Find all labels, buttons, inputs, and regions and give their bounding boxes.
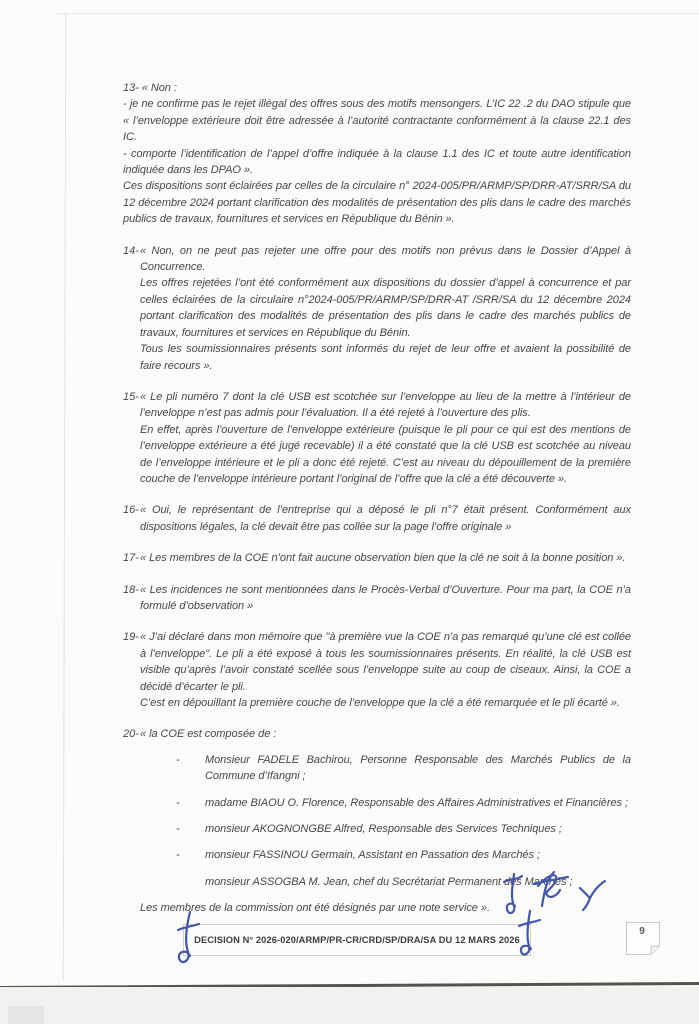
paraph-left-icon (174, 908, 202, 976)
list-item-text: madame BIAOU O. Florence, Responsable des Affaires Administratives et Financières ; (205, 796, 628, 809)
paragraph-text: « la COE est composée de : (140, 728, 277, 741)
paragraph-text: « Les membres de la COE n’ont fait aucune observation bien que la clé ne soit à la bonne position ». (140, 552, 626, 565)
scan-background-strip (0, 987, 699, 1024)
paragraph-number: 16- (123, 504, 139, 517)
list-item-text: Monsieur FADELE Bachirou, Personne Responsable des Marchés Publics de la Commune d’Ifangni ; (205, 753, 631, 783)
paragraph-text: - je ne confirme pas le rejet illégal des offres sous des motifs mensongers. L’IC 22 .2 du DAO stipule que « l’enveloppe extérieure doit être adressée à l’autorité contractante conformément à la clause 22.1 des IC. (123, 98, 631, 144)
paragraph-15 (123, 389, 631, 487)
page-number-badge (625, 921, 663, 959)
paragraph-14 (123, 243, 631, 374)
paragraph-19 (123, 629, 631, 711)
list-item (176, 821, 631, 837)
paragraph-number: 18- (123, 583, 139, 596)
paragraph-text: Ces dispositions sont éclairées par celles de la circulaire n° 2024-005/PR/ARMP/SP/DRR-AT/SRR/SA du 12 décembre 2024 portant clarification des modalités de présentation des plis dans le cadre des marchés publics de travaux, fournitures et services en République du Bénin ». (123, 180, 631, 226)
paragraph-number: 14- (123, 244, 139, 257)
list-item (176, 847, 631, 863)
paragraph-text: Tous les soumissionnaires présents sont informés du rejet de leur offre et avaient la possibilité de faire recours ». (140, 343, 631, 372)
paragraph-text: En effet, après l’ouverture de l’enveloppe extérieure (puisque le pli pour ce qui est des mentions de l’enveloppe extérieure a été jugé recevable) il a été constaté que la clé USB est scotchée au niveau de l’enveloppe intérieure et le pli a donc été rejeté. C’est au niveau du dépouillement de la première couche de l’enveloppe intérieure portant l’original de l’offre que la clé a été découverte ». (140, 423, 631, 485)
paragraph-line (123, 80, 631, 96)
paragraph-number: 13- (123, 82, 139, 94)
list-item-text: monsieur ASSOGBA M. Jean, chef du Secrétariat Permanent des Marchés ; (205, 875, 573, 888)
paraph-right (516, 908, 544, 968)
paraph-right-icon (516, 908, 544, 968)
scan-edge-top (58, 13, 699, 14)
list-dash: - (176, 849, 180, 862)
footer-decision-box (183, 924, 531, 956)
list-item-text: monsieur FASSINOU Germain, Assistant en Passation des Marchés ; (205, 849, 540, 862)
paragraph-text: Les membres de la commission ont été désignés par une note service ». (140, 902, 490, 915)
footer-decision-text: DECISION N° 2026-020/ARMP/PR-CR/CRD/SP/DRA/SA DU 12 MARS 2026 (194, 935, 520, 945)
paragraph-number: 19- (123, 631, 139, 644)
list-dash: - (176, 823, 180, 836)
paraph-left (174, 908, 202, 976)
paragraph-16 (123, 502, 631, 535)
list-dash: - (176, 753, 180, 766)
paragraph-text: « Non, on ne peut pas rejeter une offre pour des motifs non prévus dans le Dossier d’Appel à Concurrence. (140, 244, 631, 274)
paragraph-text: Les offres rejetées l’ont été conformément aux dispositions du dossier d’appel à concurrence et par celles éclairées de la circulaire n°2024-005/PR/ARMP/SP/DRR-AT /SRR/SA du 12 décembre 2024 portant clarification des modalités de présentation des plis dans le cadre des marchés publics de travaux, fournitures et services en République du Bénin. (140, 277, 631, 339)
paragraph-text: « Oui, le représentant de l’entreprise qui a déposé le pli n°7 était présent. Conformément aux dispositions légales, la clé devait être pas collée sur la page l’offre originale » (140, 504, 631, 533)
list-item (176, 795, 631, 811)
paragraph-text: « Les incidences ne sont mentionnées dans le Procès-Verbal d’Ouverture. Pour ma part, la COE n’a formulé d’observation » (140, 583, 631, 612)
document-body (123, 80, 631, 932)
list-item-text: monsieur AKOGNONGBE Alfred, Responsable des Services Techniques ; (205, 823, 562, 836)
list-dash: - (176, 796, 180, 809)
paragraph-number: 17- (123, 552, 139, 565)
paragraph-13 (123, 80, 631, 228)
paragraph-number: 15- (123, 390, 139, 403)
scan-artifact-chip (8, 1006, 44, 1024)
paragraph-17 (123, 550, 631, 566)
paragraph-text: C’est en dépouillant la première couche de l’enveloppe que la clé a été remarquée et le pli écarté ». (140, 697, 620, 709)
paragraph-18 (123, 582, 631, 615)
paragraph-text: « Non : (141, 82, 177, 94)
scan-edge-left (63, 14, 67, 980)
page-number: 9 (639, 926, 645, 937)
paragraph-text: « J’ai déclaré dans mon mémoire que "à première vue la COE n’a pas remarqué qu’une clé est collée à l’enveloppe". Le pli a été exposé à tous les soumissionnaires présents. En réalité, la clé USB est visible qu’après l’avoir constaté scellée sous l’enveloppe suite au coup de ciseaux. Ainsi, la COE a décidé d’écarter le pli. (140, 631, 631, 693)
paragraph-text: - comporte l’identification de l’appel d’offre indiquée à la clause 1.1 des IC et toute autre identification indiquée dans les DPAO ». (123, 147, 631, 177)
paragraph-number: 20- (123, 728, 139, 741)
list-item (176, 752, 631, 785)
paragraph-text: « Le pli numéro 7 dont la clé USB est scotchée sur l’enveloppe au lieu de la mettre à l’intérieur de l’enveloppe n’est pas admis pour l’évaluation. Il a été rejeté à l’ouverture des plis. (140, 390, 631, 420)
